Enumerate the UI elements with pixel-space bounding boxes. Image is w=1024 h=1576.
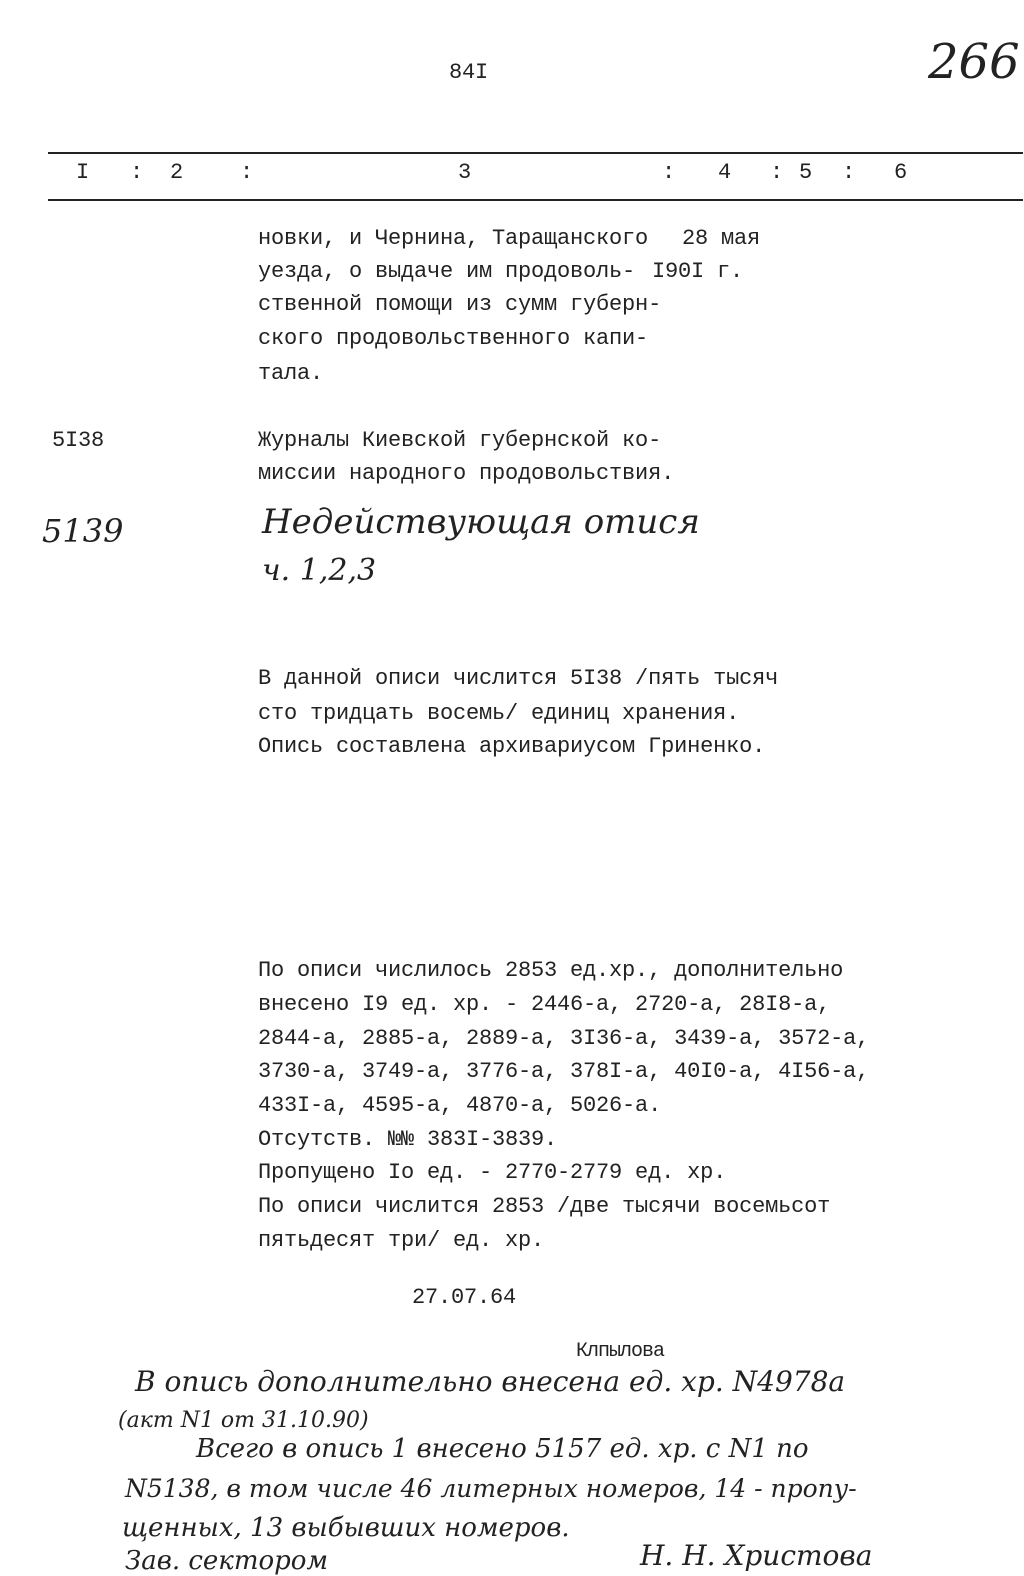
page-number: 84I — [449, 60, 489, 85]
column-2: 2 — [170, 160, 184, 185]
column-sep: : — [662, 160, 676, 185]
note-line: В опись дополнительно внесена ед. хр. N4978а — [135, 1365, 846, 1398]
addendum-line: Пропущено Iо ед. - 2770-2779 ед. хр. — [258, 1160, 727, 1185]
column-4: 4 — [718, 160, 732, 185]
addendum-line: По описи числилось 2853 ед.хр., дополнительно — [258, 958, 844, 983]
summary-line: сто тридцать восемь/ единиц хранения. — [258, 701, 740, 726]
entry-line: уезда, о выдаче им продоволь- — [258, 259, 636, 284]
entry-line: Журналы Киевской губернской ко- — [258, 428, 662, 453]
entry-line: ского продовольственного капи- — [258, 326, 649, 351]
column-6: 6 — [894, 160, 908, 185]
typed-signature: Клпылова — [576, 1340, 665, 1363]
note-line: щенных, 13 выбывших номеров. — [122, 1513, 570, 1543]
entry-line-handwritten: ч. 1,2,3 — [262, 553, 377, 588]
sheet-number: 266 — [928, 34, 1020, 90]
column-sep: : — [240, 160, 254, 185]
addendum-line: 3730-а, 3749-а, 3776-а, 378I-а, 40I0-а, 4I56-а, — [258, 1059, 870, 1084]
addendum-line: Отсутств. №№ 383I-3839. — [258, 1127, 558, 1152]
entry-line: миссии народного продовольствия. — [258, 461, 675, 486]
header-rule-top — [48, 152, 1023, 154]
entry-line: тала. — [258, 361, 324, 386]
column-3: 3 — [458, 160, 472, 185]
column-sep: : — [770, 160, 784, 185]
entry-date-year: I90I г. — [652, 259, 744, 284]
entry-number-handwritten: 5139 — [42, 512, 124, 550]
entry-line: ственной помощи из сумм губерн- — [258, 292, 662, 317]
summary-line: В данной описи числится 5I38 /пять тысяч — [258, 666, 779, 691]
addendum-line: пятьдесят три/ ед. хр. — [258, 1228, 545, 1253]
note-line: (акт N1 от 31.10.90) — [118, 1408, 369, 1433]
column-sep: : — [842, 160, 856, 185]
entry-line: новки, и Чернина, Таращанского — [258, 226, 649, 251]
addendum-line: 2844-а, 2885-а, 2889-а, 3I36-а, 3439-а, 3572-а, — [258, 1026, 870, 1051]
summary-line: Опись составлена архивариусом Гриненко. — [258, 734, 766, 759]
handwritten-signature: Н. Н. Христова — [640, 1539, 873, 1572]
note-line: Зав. сектором — [125, 1546, 328, 1576]
document-date: 27.07.64 — [412, 1285, 517, 1310]
header-rule-bottom — [48, 199, 1023, 201]
note-line: N5138, в том числе 46 литерных номеров, 14 - пропу- — [125, 1474, 857, 1503]
entry-number: 5I38 — [52, 428, 105, 453]
note-line: Всего в опись 1 внесено 5157 ед. хр. с N1 по — [196, 1434, 809, 1464]
entry-line-handwritten: Недействующая отися — [262, 502, 700, 542]
addendum-line: 433I-а, 4595-а, 4870-а, 5026-а. — [258, 1093, 662, 1118]
column-1: I — [76, 160, 90, 185]
entry-date-day: 28 мая — [682, 226, 761, 251]
addendum-line: По описи числится 2853 /две тысячи восемьсот — [258, 1194, 831, 1219]
column-sep: : — [130, 160, 144, 185]
column-5: 5 — [799, 160, 813, 185]
addendum-line: внесено I9 ед. хр. - 2446-а, 2720-а, 28I8-а, — [258, 992, 831, 1017]
